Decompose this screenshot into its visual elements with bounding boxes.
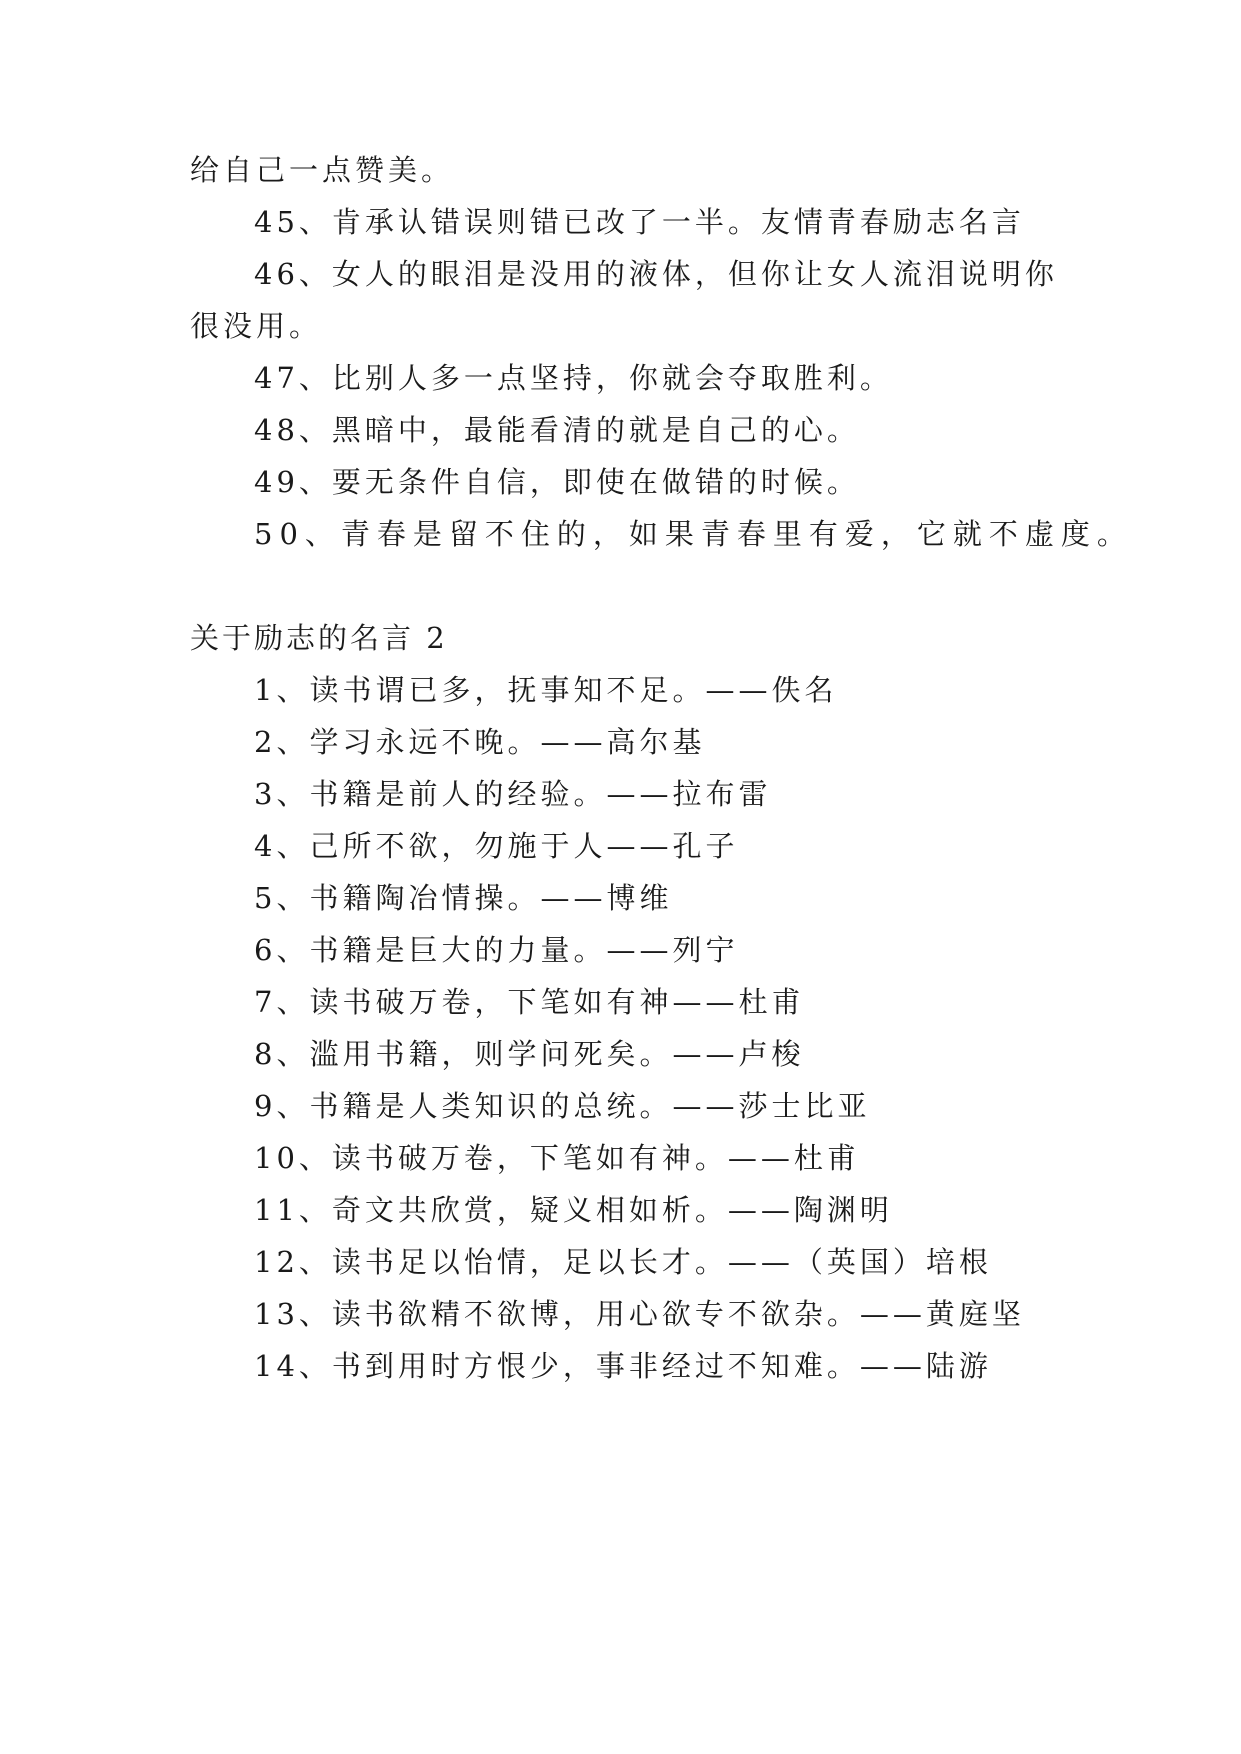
list-item: 2、学习永远不晚。——高尔基 bbox=[254, 725, 706, 759]
quote-line-46: 46、女人的眼泪是没用的液体，但你让女人流泪说明你 bbox=[254, 257, 1058, 291]
list-item: 9、书籍是人类知识的总统。——莎士比亚 bbox=[254, 1089, 871, 1123]
list-item: 1、读书谓已多，抚事知不足。——佚名 bbox=[254, 673, 838, 707]
list-item: 3、书籍是前人的经验。——拉布雷 bbox=[254, 777, 772, 811]
quote-line-46-continuation: 很没用。 bbox=[190, 309, 323, 343]
quote-line-45: 45、肯承认错误则错已改了一半。友情青春励志名言 bbox=[254, 205, 1025, 239]
quote-line-50: 50、青春是留不住的，如果青春里有爱，它就不虚度。 bbox=[254, 517, 1133, 551]
quote-line-48: 48、黑暗中，最能看清的就是自己的心。 bbox=[254, 413, 860, 447]
quote-line-49: 49、要无条件自信，即使在做错的时候。 bbox=[254, 465, 860, 499]
list-item: 13、读书欲精不欲博，用心欲专不欲杂。——黄庭坚 bbox=[254, 1297, 1025, 1331]
list-item: 4、己所不欲，勿施于人——孔子 bbox=[254, 829, 739, 863]
list-item: 6、书籍是巨大的力量。——列宁 bbox=[254, 933, 739, 967]
list-item: 12、读书足以怡情，足以长才。——（英国）培根 bbox=[254, 1245, 992, 1279]
paragraph-continuation: 给自己一点赞美。 bbox=[190, 153, 455, 187]
list-item: 5、书籍陶冶情操。——博维 bbox=[254, 881, 673, 915]
list-item: 8、滥用书籍，则学问死矣。——卢梭 bbox=[254, 1037, 805, 1071]
list-item: 11、奇文共欣赏，疑义相如析。——陶渊明 bbox=[254, 1193, 893, 1227]
list-item: 10、读书破万卷，下笔如有神。——杜甫 bbox=[254, 1141, 860, 1175]
list-item: 14、书到用时方恨少，事非经过不知难。——陆游 bbox=[254, 1349, 992, 1383]
list-item: 7、读书破万卷，下笔如有神——杜甫 bbox=[254, 985, 805, 1019]
quote-line-47: 47、比别人多一点坚持，你就会夺取胜利。 bbox=[254, 361, 893, 395]
section-title: 关于励志的名言 2 bbox=[190, 621, 448, 655]
